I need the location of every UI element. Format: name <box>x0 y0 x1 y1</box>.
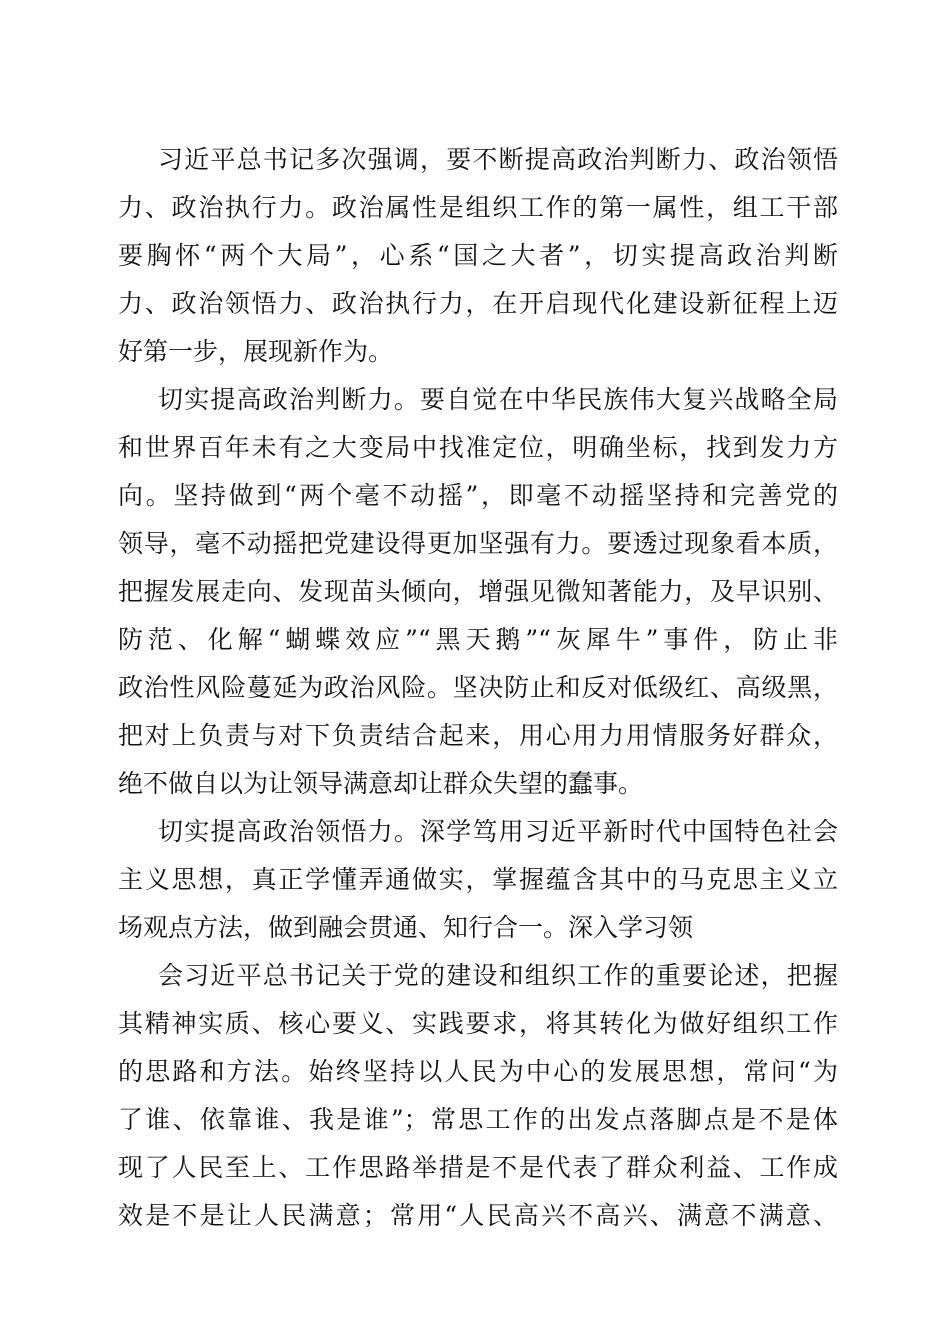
text-line: 其精神实质、核心要义、实践要求，将其转化为做好组织工作 <box>118 1009 838 1038</box>
text-line: 防范、化解“蝴蝶效应”“黑天鹅”“灰犀牛”事件，防止非 <box>118 625 838 654</box>
text-line: 力、政治执行力。政治属性是组织工作的第一属性，组工干部 <box>118 193 838 222</box>
text-line: 把握发展走向、发现苗头倾向，增强见微知著能力，及早识别、 <box>118 577 838 606</box>
body-text <box>118 136 838 1240</box>
text-line: 绝不做自以为让领导满意却让群众失望的蠢事。 <box>118 769 644 798</box>
text-line: 好第一步，展现新作为。 <box>118 337 394 366</box>
paragraph-3 <box>118 808 838 952</box>
text-line: 领导，毫不动摇把党建设得更加坚强有力。要透过现象看本质， <box>118 529 838 558</box>
text-line: 主义思想，真正学懂弄通做实，掌握蕴含其中的马克思主义立 <box>118 865 838 894</box>
paragraph-1 <box>118 136 838 376</box>
text-line: 了谁、依靠谁、我是谁”；常思工作的出发点落脚点是不是体 <box>118 1105 838 1134</box>
text-line: 向。坚持做到“两个毫不动摇”，即毫不动摇坚持和完善党的 <box>118 481 838 510</box>
text-line: 把对上负责与对下负责结合起来，用心用力用情服务好群众， <box>118 721 838 750</box>
text-line: 效是不是让人民满意；常用“人民高兴不高兴、满意不满意、 <box>118 1201 838 1230</box>
text-line: 力、政治领悟力、政治执行力，在开启现代化建设新征程上迈 <box>118 289 838 318</box>
text-line: 政治性风险蔓延为政治风险。坚决防止和反对低级红、高级黑， <box>118 673 838 702</box>
paragraph-2 <box>118 376 838 808</box>
text-line: 现了人民至上、工作思路举措是不是代表了群众利益、工作成 <box>118 1153 838 1182</box>
text-line: 和世界百年未有之大变局中找准定位，明确坐标，找到发力方 <box>118 433 838 462</box>
text-line: 场观点方法，做到融会贯通、知行合一。深入学习领 <box>118 913 694 942</box>
paragraph-4 <box>118 952 838 1240</box>
text-line: 的思路和方法。始终坚持以人民为中心的发展思想，常问“为 <box>118 1057 838 1086</box>
text-line: 切实提高政治领悟力。深学笃用习近平新时代中国特色社会 <box>158 817 838 846</box>
text-line: 要胸怀“两个大局”，心系“国之大者”，切实提高政治判断 <box>118 241 838 270</box>
text-line: 会习近平总书记关于党的建设和组织工作的重要论述，把握 <box>158 961 838 990</box>
text-line: 切实提高政治判断力。要自觉在中华民族伟大复兴战略全局 <box>158 385 838 414</box>
text-line: 习近平总书记多次强调，要不断提高政治判断力、政治领悟 <box>158 145 838 174</box>
